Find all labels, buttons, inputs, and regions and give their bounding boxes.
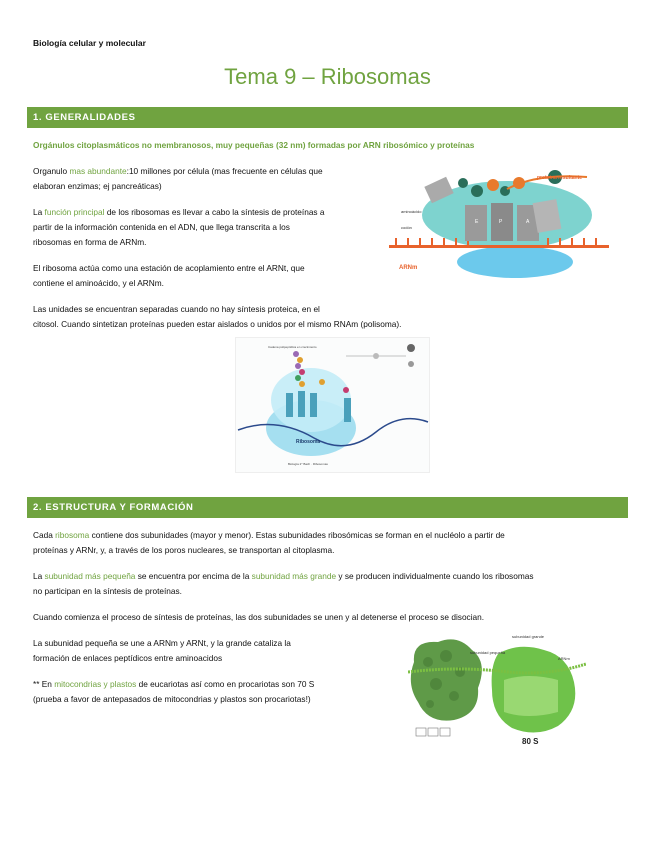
highlight-subunidad-grande: subunidad más grande [251,571,337,581]
section-heading-generalidades: 1. GENERALIDADES [27,107,628,128]
paragraph-function [33,205,388,250]
fig3-label-grande: subunidad grande [512,634,545,639]
text: Cada [33,530,56,540]
fig1-label-codon: codón [401,225,412,230]
incoming-trna [533,199,562,233]
text: citosol. Cuando sintetizan proteínas pueden estar aislados o unidos por el mismo RNAm (polisoma). [33,319,402,329]
text: se encuentra por encima de la [135,571,252,581]
text: contiene dos subunidades (mayor y menor). Estas subunidades ribosómicas se forman en el nucléolo a partir de [89,530,505,540]
text: partir de la información contenida en el ADN, que llega transcrita a los [33,222,290,232]
fig1-label-a: A [526,219,530,225]
text: (prueba a favor de antepasados de mitocondrias y plastos son procariotas!) [33,694,311,704]
text: El ribosoma actúa como una estación de acoplamiento entre el ARNt, que [33,263,305,273]
text: formación de enlaces peptídicos entre aminoacidos [33,653,223,663]
text: :10 millones por célula (mas frecuente en células que [126,166,323,176]
highlight-ribosoma: ribosoma [55,530,90,540]
highlight-funcion-principal: función principal [44,207,105,217]
small-subunit-shape [457,246,573,278]
text: de los ribosomas es llevar a cabo la síntesis de proteínas a [104,207,325,217]
legend-box [416,728,426,736]
text: La [33,207,45,217]
fig1-label-arnm: ARNm [399,265,418,271]
highlight-mitocondrias-plastos: mitocondrias y plastos [54,679,137,689]
text: Organulo [33,166,70,176]
fig1-label-aminoacido: aminoácido [401,209,422,214]
section-heading-estructura: 2. ESTRUCTURA Y FORMACIÓN [27,497,628,518]
paragraph-units [33,302,628,332]
fig2-label-cadena: Cadena polipeptídica en crecimiento [268,345,317,349]
paragraph-function-subunits [33,636,373,666]
text: ** En [33,679,55,689]
text: de eucariotas así como en procariotas son 70 S [136,679,315,689]
course-name: Biología celular y molecular [33,38,146,48]
fig3-label-arnm: ARNm [558,656,570,661]
fig3-label-80s: 80 S [522,737,539,746]
fig1-label-e: E [475,219,479,225]
text: no participan en la síntesis de proteínas. [33,586,182,596]
text: proteínas y ARNr, y, a través de los poros nucleares, se transportan al citoplasma. [33,545,335,555]
paragraph-subunits [33,528,628,558]
fig3-label-pequena: subunidad pequeña [470,650,506,655]
text: y se producen individualmente cuando los ribosomas [336,571,534,581]
highlight-mas-abundante: mas abundante [69,166,127,176]
paragraph-process: Cuando comienza el proceso de síntesis de proteínas, las dos subunidades se unen y al detenerse el proceso se disocian. [33,612,485,622]
fig2-label-ribosoma: Ribosoma [296,439,321,445]
paragraph-abundance [33,164,383,194]
page-title: Tema 9 – Ribosomas [224,64,431,89]
text: elaboran enzimas; ej pancreáticas) [33,181,162,191]
text: contiene el aminoácido, y el ARNm. [33,278,164,288]
legend-box [428,728,438,736]
fig1-label-p: P [499,219,503,225]
ribosome-mrna-figure [235,337,430,473]
fig2-label-caption: Biología 2° Bach · Ribosomas [288,462,328,466]
text: ribosomas en forma de ARNm. [33,237,147,247]
text: Las unidades se encuentran separadas cuando no hay síntesis proteica, en el [33,304,320,314]
legend-box [440,728,450,736]
intro-text: Orgánulos citoplasmáticos no membranosos, muy pequeñas (32 nm) formadas por ARN ribosómico y proteínas [33,140,475,150]
text: La [33,571,45,581]
paragraph-70s [33,677,378,707]
ribosome-80s-figure [408,632,586,747]
ribosome-translation-figure [387,163,622,285]
paragraph-small-subunit [33,569,633,599]
arnm-strand [389,245,609,248]
highlight-subunidad-pequena: subunidad más pequeña [44,571,136,581]
fig1-label-protein: proteína resultante [537,175,583,181]
text: La subunidad pequeña se une a ARNm y ARNt, y la grande cataliza la [33,638,291,648]
paragraph-docking [33,261,388,291]
